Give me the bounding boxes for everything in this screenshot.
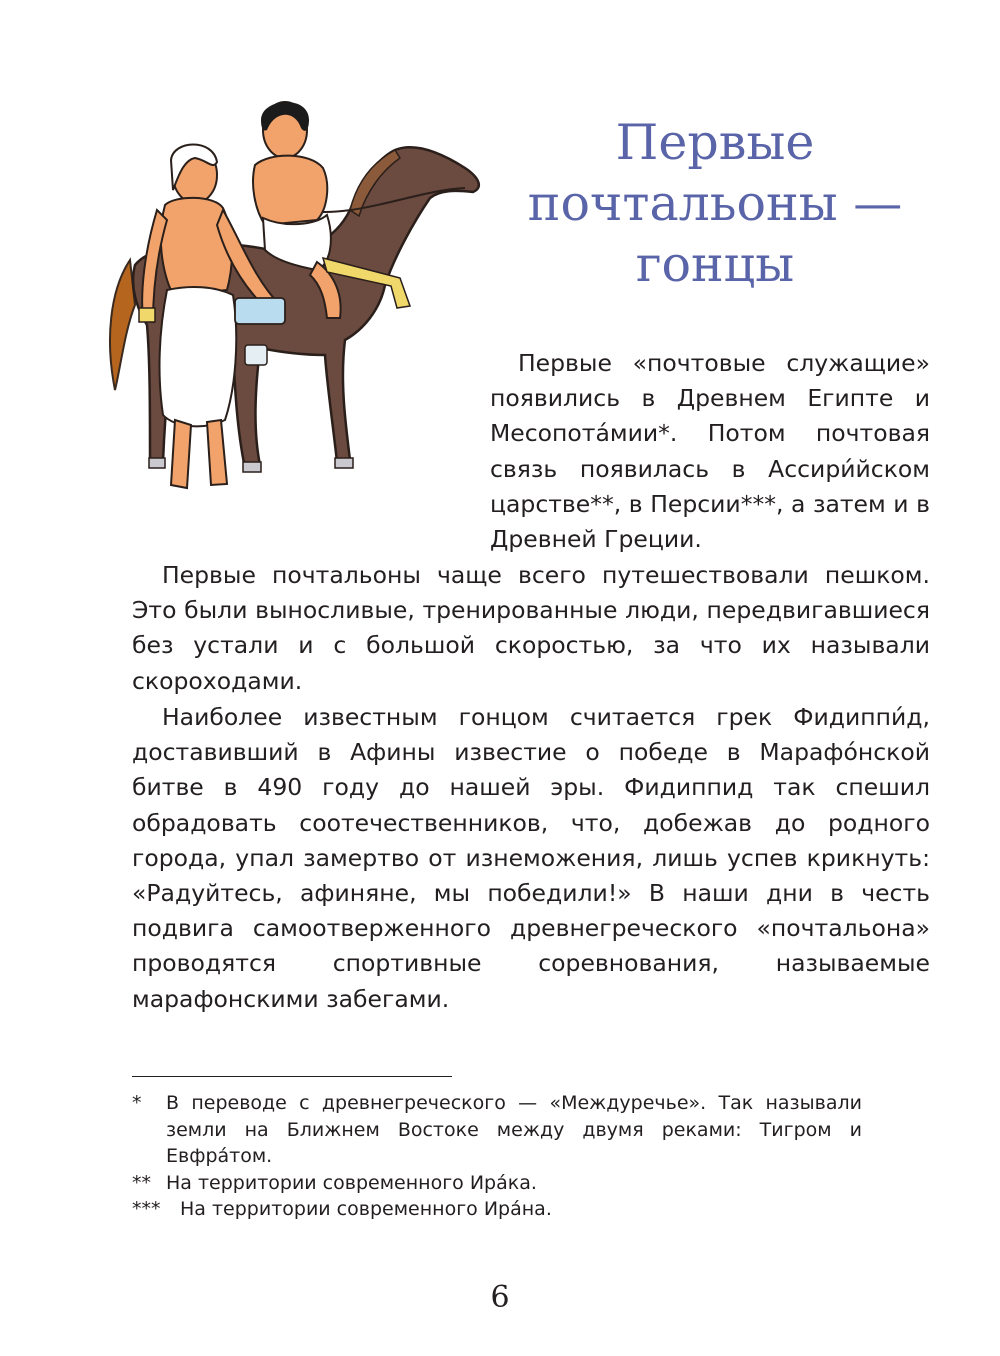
footnote-mark: * bbox=[132, 1092, 142, 1114]
page-number: 6 bbox=[490, 1280, 510, 1315]
title-line-2: почтальоны — bbox=[527, 175, 903, 232]
title-line-3: гонцы bbox=[635, 236, 795, 293]
title-line-1: Первые bbox=[615, 114, 815, 171]
footnote-divider bbox=[132, 1076, 452, 1077]
paragraph-runners: Первые почтальоны чаще всего путешествовали пешком. Это были выносливые, тренированные люди, передвигавшиеся без устали и с большой скоростью, за что их называли скороходами. bbox=[132, 561, 930, 695]
footnote-2 bbox=[132, 1170, 862, 1197]
footnotes bbox=[132, 1090, 862, 1223]
footnote-mark: *** bbox=[132, 1198, 161, 1220]
footnote-mark: ** bbox=[132, 1171, 151, 1194]
footnote-3 bbox=[132, 1196, 862, 1223]
paragraph-pheidippides: Наиболее известным гонцом считается грек Фидиппи́д, доставивший в Афины известие о победе в Марафо́нской битве в 490 году до нашей эры. Фидиппид так спешил обрадовать соотечественников, что, добежав до родного города, упал замертво от изнеможения, лишь успев крикнуть: «Радуйтесь, афиняне, мы победили!» В наши дни в честь подвига самоотверженного древнегреческого «почтальона» проводятся спортивные соревнования, называемые марафонскими забегами. bbox=[132, 703, 930, 1013]
page-title bbox=[515, 112, 915, 295]
footnote-text: В переводе с древнегреческого — «Междуречье». Так называли земли на Ближнем Востоке между двумя реками: Тигром и Евфра́том. bbox=[166, 1092, 862, 1167]
footnote-1 bbox=[132, 1090, 862, 1170]
footnote-text: На территории современного Ира́ка. bbox=[166, 1171, 537, 1194]
egyptian-messenger-with-horse-illustration bbox=[95, 90, 490, 510]
paragraph-intro: Первые «почтовые служащие» появились в Древнем Египте и Месопота́мии*. Потом почтовая связь появилась в Ассири́йском царстве**, в Персии***, а затем и в Древней Греции. bbox=[490, 349, 930, 554]
footnote-text: На территории современного Ира́на. bbox=[180, 1198, 552, 1220]
